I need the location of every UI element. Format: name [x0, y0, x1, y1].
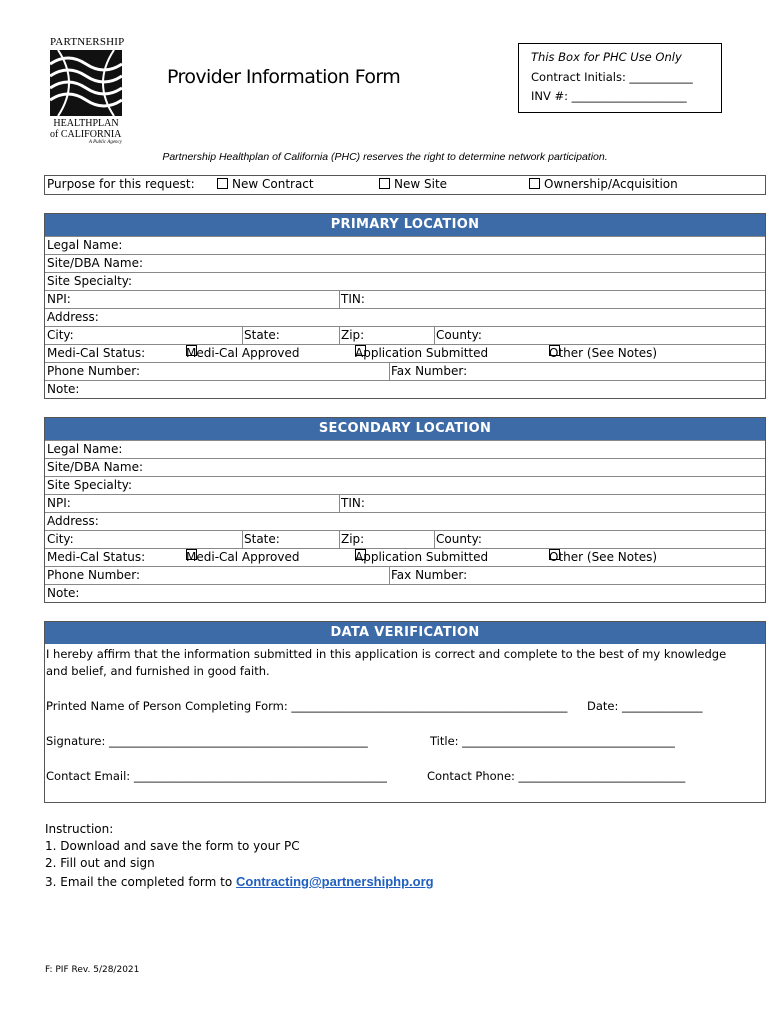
- instruction-step-1: 1. Download and save the form to your PC: [45, 839, 300, 853]
- logo-tagline: A Public Agency: [88, 140, 122, 145]
- secondary-location-header: SECONDARY LOCATION: [45, 418, 765, 440]
- signature-field[interactable]: Signature: _____________________________________________: [46, 734, 368, 748]
- footer-revision: F: PIF Rev. 5/28/2021: [45, 965, 140, 975]
- purpose-new-site[interactable]: New Site: [379, 177, 447, 191]
- instruction-step-3: 3. Email the completed form to Contracting@partnershiphp.org: [45, 874, 434, 889]
- data-verification-section: [44, 621, 766, 803]
- logo-line1: PARTNERSHIP: [50, 36, 125, 48]
- secondary-medi-cal-row[interactable]: Medi-Cal Status: Medi-Cal Approved Application Submitted Other (See Notes): [45, 548, 765, 567]
- date-field[interactable]: Date: ______________: [587, 699, 703, 713]
- primary-location-section: [44, 213, 766, 399]
- secondary-npi-tin-row[interactable]: NPI: TIN:: [45, 494, 765, 513]
- checkbox[interactable]: [217, 178, 228, 189]
- checkbox[interactable]: [379, 178, 390, 189]
- secondary-city-row[interactable]: City: State: Zip: County:: [45, 530, 765, 549]
- title-field[interactable]: Title: _____________________________________: [430, 734, 675, 748]
- primary-legal-name-row[interactable]: Legal Name:: [45, 236, 765, 255]
- primary-npi-tin-row[interactable]: NPI: TIN:: [45, 290, 765, 309]
- secondary-phone-fax-row[interactable]: Phone Number: Fax Number:: [45, 566, 765, 585]
- primary-city-row[interactable]: City: State: Zip: County:: [45, 326, 765, 345]
- secondary-note-row[interactable]: Note:: [45, 584, 765, 603]
- logo-line2: HEALTHPLAN: [53, 118, 119, 129]
- secondary-specialty-row[interactable]: Site Specialty:: [45, 476, 765, 495]
- logo-wave-icon: [50, 50, 122, 116]
- printed-name-field[interactable]: Printed Name of Person Completing Form: ________________________________________________: [46, 699, 568, 713]
- instruction-heading: Instruction:: [45, 822, 114, 836]
- primary-note-row[interactable]: Note:: [45, 380, 765, 399]
- instruction-step-2: 2. Fill out and sign: [45, 856, 155, 870]
- purpose-label: Purpose for this request:: [47, 177, 195, 191]
- contracting-email-link[interactable]: Contracting@partnershiphp.org: [236, 874, 434, 889]
- primary-medi-cal-row[interactable]: Medi-Cal Status: Medi-Cal Approved Application Submitted Other (See Notes): [45, 344, 765, 363]
- primary-site-dba-row[interactable]: Site/DBA Name:: [45, 254, 765, 273]
- secondary-site-dba-row[interactable]: Site/DBA Name:: [45, 458, 765, 477]
- secondary-legal-name-row[interactable]: Legal Name:: [45, 440, 765, 459]
- primary-address-row[interactable]: Address:: [45, 308, 765, 327]
- logo-line3: of CALIFORNIA: [50, 129, 122, 140]
- phc-logo: [50, 36, 125, 145]
- primary-phone-fax-row[interactable]: Phone Number: Fax Number:: [45, 362, 765, 381]
- affirm-line1: I hereby affirm that the information submitted in this application is correct and complete to the best of my knowledge: [46, 647, 727, 661]
- purpose-row: [44, 175, 766, 195]
- affirm-line2: and belief, and furnished in good faith.: [46, 664, 270, 678]
- contact-phone-field[interactable]: Contact Phone: _____________________________: [427, 769, 686, 783]
- reserves-notice: Partnership Healthplan of California (PHC) reserves the right to determine network participation.: [162, 151, 608, 163]
- primary-specialty-row[interactable]: Site Specialty:: [45, 272, 765, 291]
- inv-number: INV #: ____________________: [531, 89, 687, 103]
- purpose-new-contract[interactable]: New Contract: [217, 177, 314, 191]
- primary-location-header: PRIMARY LOCATION: [45, 214, 765, 236]
- checkbox[interactable]: [529, 178, 540, 189]
- phc-box-heading: This Box for PHC Use Only: [531, 50, 682, 64]
- purpose-ownership[interactable]: Ownership/Acquisition: [529, 177, 678, 191]
- phc-use-box: [518, 43, 722, 113]
- contact-email-field[interactable]: Contact Email: ____________________________________________: [46, 769, 387, 783]
- page-title: Provider Information Form: [167, 66, 401, 88]
- data-verification-header: DATA VERIFICATION: [45, 622, 765, 644]
- secondary-location-section: [44, 417, 766, 603]
- contract-initials: Contract Initials: ___________: [531, 70, 693, 84]
- secondary-address-row[interactable]: Address:: [45, 512, 765, 531]
